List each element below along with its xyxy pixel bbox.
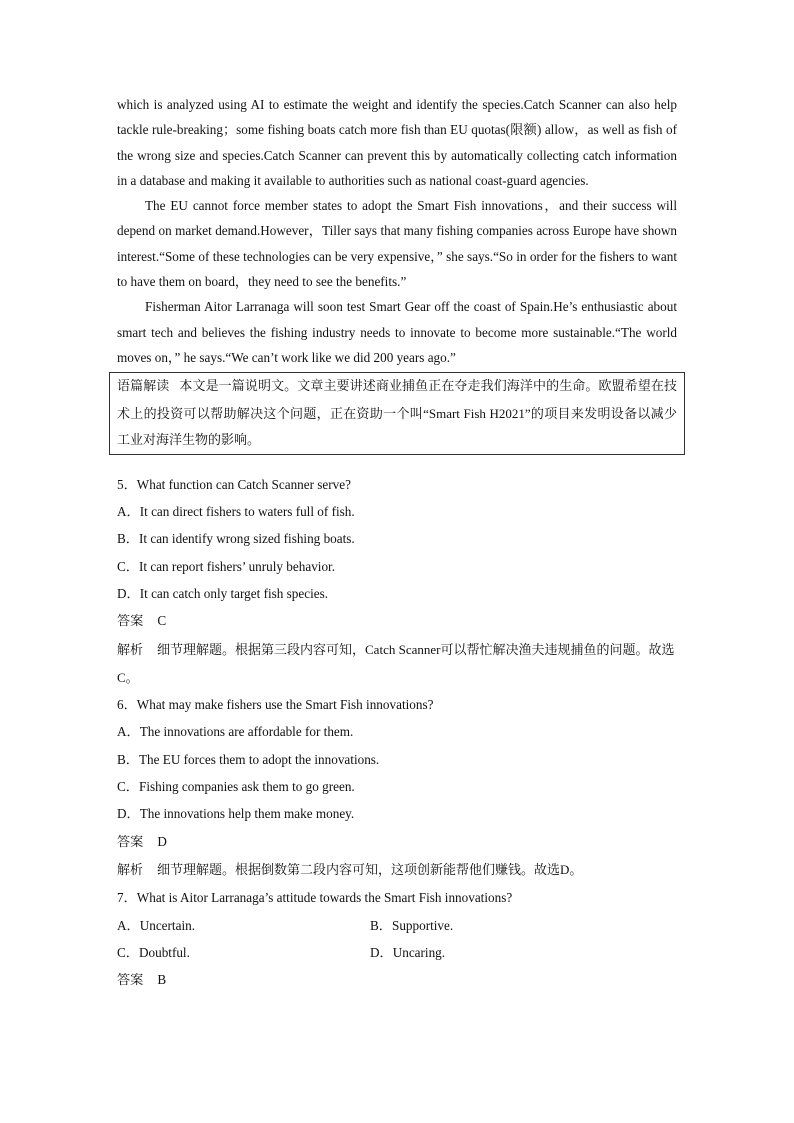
question-stem: 6．What may make fishers use the Smart Fish innovations? xyxy=(117,697,434,713)
answer-line xyxy=(117,828,677,856)
analysis-label: 解析 xyxy=(117,642,144,658)
document-page xyxy=(117,92,677,994)
answer-line xyxy=(117,607,677,635)
option-d: D．The innovations help them make money. xyxy=(117,806,355,822)
option-b: B．The EU forces them to adopt the innovations. xyxy=(117,751,380,767)
question-6 xyxy=(117,691,677,884)
option-row xyxy=(117,912,677,939)
analysis-label: 解析 xyxy=(117,862,144,878)
option-row xyxy=(117,939,677,966)
passage-paragraph-3: Fisherman Aitor Larranaga will soon test Smart Gear off the coast of Spain.He’s enthusiastic about smart tech and believes the fishing industry needs to innovate to become more sustainable.“The world moves on，” he says.“We can’t work like we did 200 years ago.” xyxy=(117,299,677,365)
answer-value: B xyxy=(157,972,167,988)
analysis-text: 细节理解题。根据第三段内容可知，Catch Scanner可以帮忙解决渔夫违规捕鱼的问题。故选C。 xyxy=(117,641,675,685)
answer-value: C xyxy=(157,613,167,629)
analysis-line xyxy=(117,636,677,692)
option-b: B．Supportive. xyxy=(370,917,454,933)
option-c: C．Doubtful. xyxy=(117,944,190,960)
summary-title: 语篇解读 xyxy=(117,379,170,395)
question-stem: 7．What is Aitor Larranaga’s attitude towards the Smart Fish innovations? xyxy=(117,890,513,906)
summary-text: 本文是一篇说明文。文章主要讲述商业捕鱼正在夺走我们海洋中的生命。欧盟希望在技术上的投资可以帮助解决这个问题，正在资助一个叫“Smart Fish H2021”的项目来发明设备以减少工业对海洋生物的影响。 xyxy=(117,378,677,448)
option-b: B．It can identify wrong sized fishing boats. xyxy=(117,531,355,547)
answer-label: 答案 xyxy=(117,973,144,989)
option-d: D．Uncaring. xyxy=(370,944,446,960)
question-5 xyxy=(117,471,677,691)
option-a: A．It can direct fishers to waters full of fish. xyxy=(117,504,355,520)
answer-value: D xyxy=(157,833,167,849)
passage-paragraph-1: which is analyzed using AI to estimate the weight and identify the species.Catch Scanner can also help tackle rule-breaking；some fishing boats catch more fish than EU quotas(限额) allow，as well as fish of the wrong size and species.Catch Scanner can prevent this by automatically collecting catch information in a database and making it available to authorities such as national coast-guard agencies. xyxy=(117,97,677,188)
question-7 xyxy=(117,884,677,994)
option-d: D．It can catch only target fish species. xyxy=(117,585,329,601)
analysis-text: 细节理解题。根据倒数第二段内容可知，这项创新能帮他们赚钱。故选D。 xyxy=(157,861,583,877)
answer-label: 答案 xyxy=(117,614,144,630)
option-a: A．The innovations are affordable for them. xyxy=(117,724,354,740)
question-stem: 5．What function can Catch Scanner serve? xyxy=(117,476,351,492)
option-c: C．Fishing companies ask them to go green. xyxy=(117,779,355,795)
answer-line xyxy=(117,966,677,994)
answer-label: 答案 xyxy=(117,834,144,850)
analysis-line xyxy=(117,856,677,884)
summary-box xyxy=(109,372,685,455)
passage-paragraph-2: The EU cannot force member states to adopt the Smart Fish innovations，and their success will depend on market demand.However，Tiller says that many fishing companies across Europe have shown interest.“Some of these technologies can be very expensive，” she says.“So in order for the fishers to want to have them on board，they need to see the benefits.” xyxy=(117,198,677,290)
option-a: A．Uncertain. xyxy=(117,917,195,933)
option-c: C．It can report fishers’ unruly behavior. xyxy=(117,558,336,574)
